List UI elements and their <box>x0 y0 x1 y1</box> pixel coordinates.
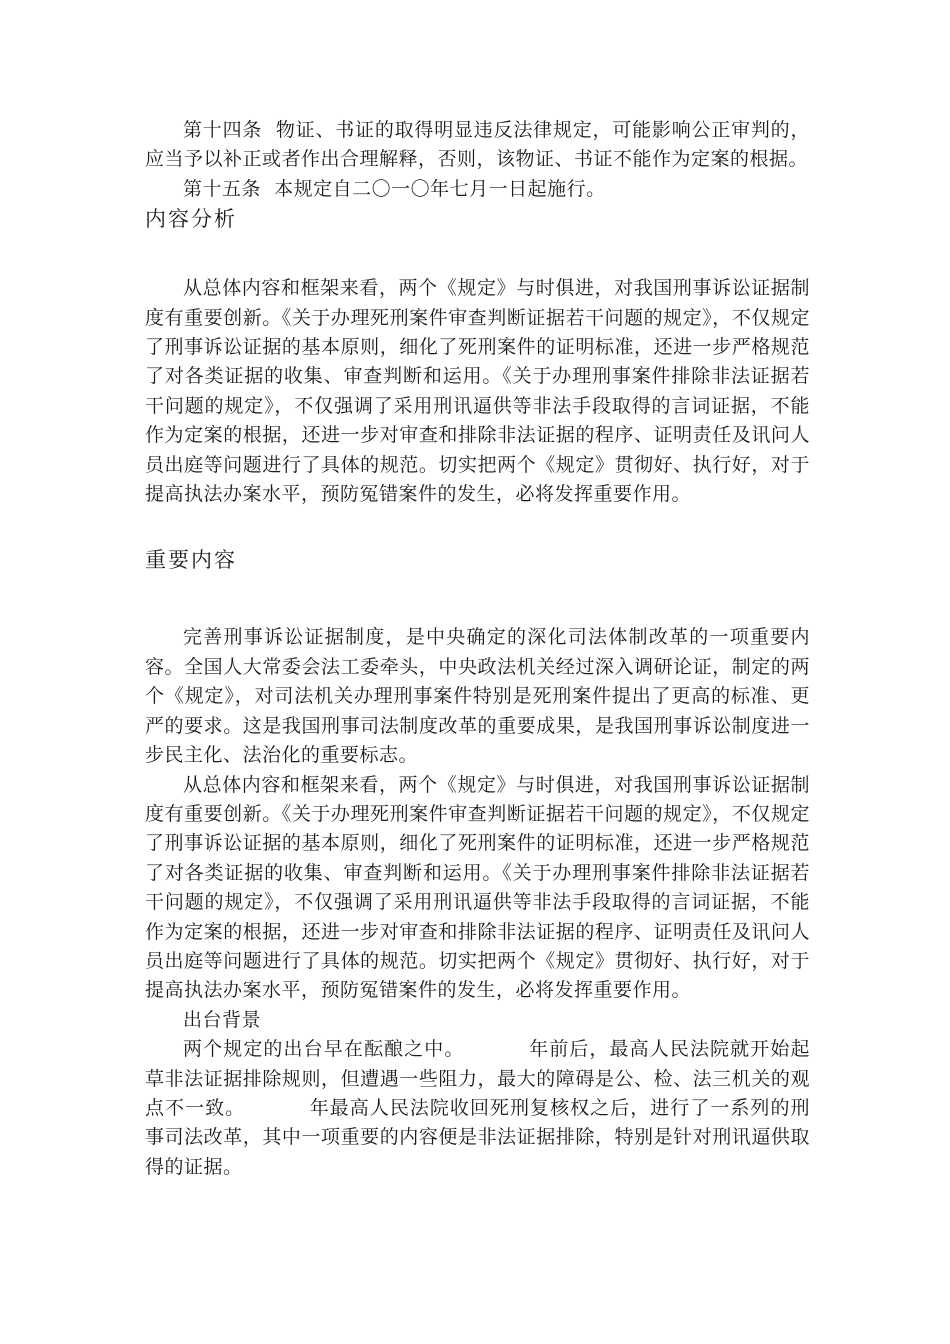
heading-content-analysis: 内容分析 <box>145 207 237 232</box>
article-15-label: 第十五条 <box>183 177 262 200</box>
background-text-1: 两个规定的出台早在酝酿之中。 <box>183 1038 465 1061</box>
background-text-2: 年前后，最高人民法院就开始起草非法证据排除规则，但遭遇一些阻力，最大的障碍是公、检、法三机关的观点不一致。 <box>145 1038 810 1119</box>
spacer <box>145 234 810 274</box>
subheading-background: 出台背景 <box>183 1008 262 1031</box>
article-14 <box>145 116 810 175</box>
article-15 <box>145 175 810 204</box>
background-text-3: 年最高人民法院收回死刑复核权之后，进行了一系列的刑事司法改革，其中一项重要的内容便是非法证据排除，特别是针对刑讯逼供取得的证据。 <box>145 1096 810 1178</box>
spacer <box>145 509 810 545</box>
article-14-label: 第十四条 <box>183 119 263 141</box>
important-paragraph-1: 完善刑事诉讼证据制度，是中央确定的深化司法体制改革的一项重要内容。全国人大常委会法工委牵头，中央政法机关经过深入调研论证，制定的两个《规定》，对司法机关办理刑事案件特别是死刑案件提出了更高的标准、更严的要求。这是我国刑事司法制度改革的重要成果，是我国刑事诉讼制度进一步民主化、法治化的重要标志。 <box>145 626 810 767</box>
background-paragraph <box>145 1035 810 1182</box>
analysis-paragraph: 从总体内容和框架来看，两个《规定》与时俱进，对我国刑事诉讼证据制度有重要创新。《关于办理死刑案件审查判断证据若干问题的规定》，不仅规定了刑事诉讼证据的基本原则，细化了死刑案件的证明标准，还进一步严格规范了对各类证据的收集、审查判断和运用。《关于办理刑事案件排除非法证据若干问题的规定》，不仅强调了采用刑讯逼供等非法手段取得的言词证据，不能作为定案的根据，还进一步对审查和排除非法证据的程序、证明责任及讯问人员出庭等问题进行了具体的规范。切实把两个《规定》贯彻好、执行好，对于提高执法办案水平，预防冤错案件的发生，必将发挥重要作用。 <box>145 277 810 506</box>
heading-important-content: 重要内容 <box>145 548 237 573</box>
article-15-text: 本规定自二〇一〇年七月一日起施行。 <box>274 177 606 200</box>
document-body <box>145 116 810 1182</box>
article-14-text: 物证、书证的取得明显违反法律规定，可能影响公正审判的，应当予以补正或者作出合理解释，否则，该物证、书证不能作为定案的根据。 <box>145 119 810 171</box>
important-paragraph-2: 从总体内容和框架来看，两个《规定》与时俱进，对我国刑事诉讼证据制度有重要创新。《关于办理死刑案件审查判断证据若干问题的规定》，不仅规定了刑事诉讼证据的基本原则，细化了死刑案件的证明标准，还进一步严格规范了对各类证据的收集、审查判断和运用。《关于办理刑事案件排除非法证据若干问题的规定》，不仅强调了采用刑讯逼供等非法手段取得的言词证据，不能作为定案的根据，还进一步对审查和排除非法证据的程序、证明责任及讯问人员出庭等问题进行了具体的规范。切实把两个《规定》贯彻好、执行好，对于提高执法办案水平，预防冤错案件的发生，必将发挥重要作用。 <box>145 773 810 1002</box>
spacer <box>145 575 810 623</box>
